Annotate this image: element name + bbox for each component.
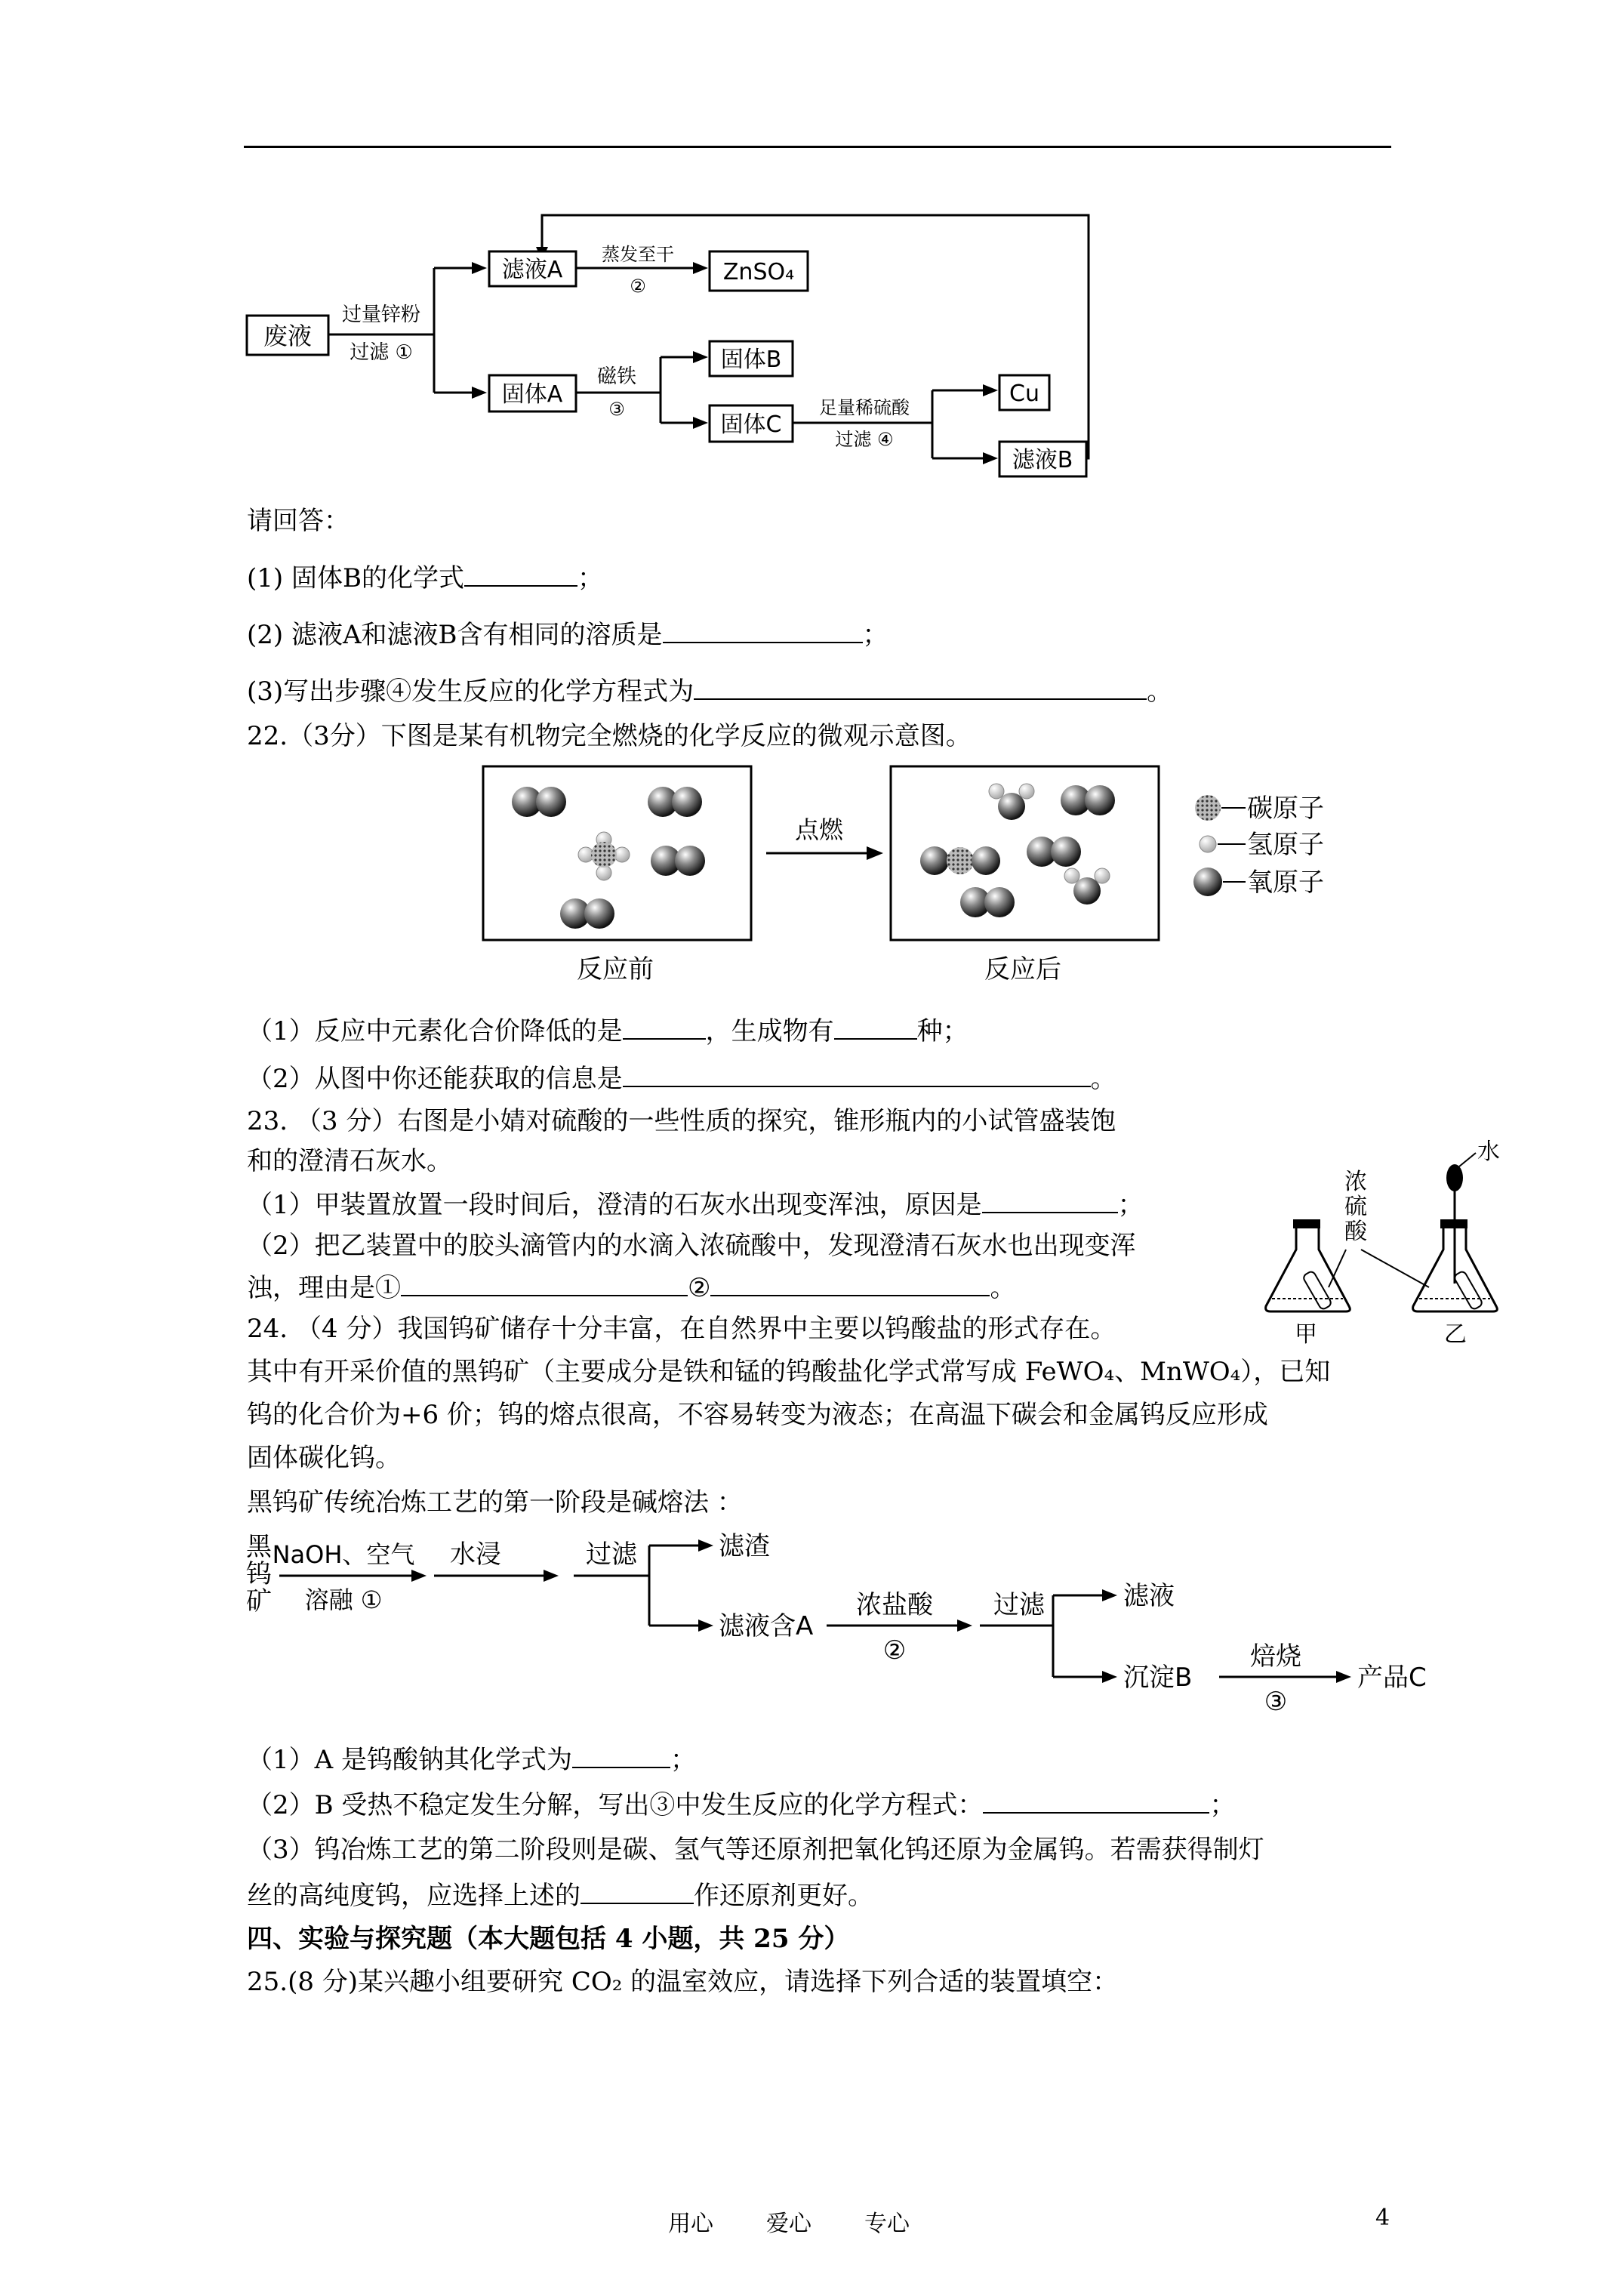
oxygen-molecule: [560, 898, 614, 929]
ore-label-char: 矿: [246, 1586, 272, 1616]
acid-label-char: 浓: [1344, 1169, 1367, 1195]
legend-carbon: [1195, 794, 1324, 824]
q24-line3: 钨的化合价为+6 价；钨的熔点很高，不容易转变为液态；在高温下碳会和金属钨反应形成: [247, 1400, 1268, 1430]
solid-c-label: 固体C: [720, 411, 782, 438]
oxygen-molecule: [1027, 837, 1081, 867]
svg-text:氢原子: 氢原子: [1247, 830, 1324, 860]
q22-stem: 22.（3分）下图是某有机物完全燃烧的化学反应的微观示意图。: [247, 721, 972, 751]
jia-label: 甲: [1295, 1321, 1317, 1348]
q25-stem: 25.(8 分)某兴趣小组要研究 CO₂ 的温室效应，请选择下列合适的装置填空：: [247, 1967, 1119, 1997]
step3-label: ③: [1264, 1687, 1288, 1717]
page-number: 4: [1375, 2205, 1390, 2231]
step3-label: ③: [608, 399, 625, 420]
water-molecule: [1064, 868, 1110, 905]
carbon-dioxide-molecule: [920, 846, 1000, 875]
q21-part3: (3)写出步骤④发生反应的化学方程式为 。: [247, 676, 1173, 707]
copper-label: Cu: [1009, 381, 1039, 407]
oxygen-molecule: [512, 787, 566, 817]
roast-label: 焙烧: [1250, 1641, 1301, 1672]
answer-blank[interactable]: [623, 1063, 1091, 1087]
q22-part1: （1）反应中元素化合价降低的是 ，生成物有 种；: [247, 1016, 969, 1046]
q22-part2: （2）从图中你还能获取的信息是 。: [247, 1064, 1116, 1094]
q24-line5: 黑钨矿传统冶炼工艺的第一阶段是碱熔法 ：: [247, 1487, 743, 1518]
answer-blank[interactable]: [401, 1272, 688, 1296]
answer-blank[interactable]: [834, 1015, 917, 1040]
step1-filter-label: 过滤 ①: [350, 341, 413, 364]
legend-hydrogen: [1200, 830, 1324, 860]
section-4-heading: 四、实验与探究题（本大题包括 4 小题，共 25 分）: [247, 1924, 850, 1954]
q23-part2-line1: （2）把乙装置中的胶头滴管内的水滴入浓硫酸中，发现澄清石灰水也出现变浑: [247, 1231, 1136, 1261]
yi-label: 乙: [1444, 1321, 1467, 1348]
q24-line4: 固体碳化钨。: [247, 1443, 401, 1473]
water-molecule: [989, 784, 1034, 820]
acid-label-char: 酸: [1344, 1219, 1367, 1245]
znso4-label: ZnSO₄: [722, 259, 795, 285]
solid-a-label: 固体A: [501, 381, 563, 408]
methane-molecule: [578, 832, 630, 880]
q24-line2: 其中有开采价值的黑钨矿（主要成分是铁和锰的钨酸盐化学式常写成 FeWO₄、MnWO₄），已知: [247, 1357, 1331, 1387]
q24-part2: （2）B 受热不稳定发生分解，写出③中发生反应的化学方程式： ；: [247, 1790, 1236, 1820]
q24-part1: （1）A 是钨酸钠其化学式为 ；: [247, 1745, 696, 1775]
water-leach-label: 水浸: [450, 1539, 501, 1570]
waste-liquid-label: 废液: [263, 322, 313, 350]
flask-yi: [1413, 1153, 1498, 1311]
footer-motto: 用心 爱心 专心: [668, 2211, 910, 2237]
q24-part3-line2: 丝的高纯度钨，应选择上述的 作还原剂更好。: [247, 1881, 873, 1911]
answer-blank[interactable]: [982, 1189, 1118, 1213]
q24-line1: 24. （4 分）我国钨矿储存十分丰富，在自然界中主要以钨酸盐的形式存在。: [247, 1314, 1116, 1344]
ore-label-char: 钨: [246, 1559, 272, 1589]
oxygen-molecule: [648, 787, 702, 817]
q23-line1: 23. （3 分）右图是小婧对硫酸的一些性质的探究，锥形瓶内的小试管盛装饱: [247, 1106, 1116, 1136]
solid-b-label: 固体B: [720, 347, 782, 373]
filter-label: 过滤: [586, 1539, 637, 1570]
filtrate-label: 滤液: [1123, 1581, 1175, 1611]
dilute-acid-label: 足量稀硫酸: [819, 397, 910, 418]
q24-part3-line1: （3）钨冶炼工艺的第二阶段则是碳、氢气等还原剂把氧化钨还原为金属钨。若需获得制灯: [247, 1835, 1264, 1865]
residue-label: 滤渣: [719, 1531, 770, 1561]
answer-blank[interactable]: [710, 1272, 990, 1296]
filter-label: 过滤: [993, 1590, 1045, 1620]
flask-jia: [1266, 1219, 1350, 1311]
magnet-label: 磁铁: [596, 365, 637, 388]
filtrate-b-label: 滤液B: [1012, 447, 1073, 473]
filtrate-a-label: 滤液A: [501, 257, 563, 283]
water-label: 水: [1477, 1139, 1500, 1165]
precipitate-b-label: 沉淀B: [1123, 1663, 1193, 1693]
answer-blank[interactable]: [663, 619, 863, 643]
answer-blank[interactable]: [464, 562, 577, 587]
oxygen-molecule: [1061, 785, 1115, 815]
q21-part1: (1) 固体B的化学式 ；: [247, 563, 603, 593]
filtrate-a-label: 滤液含A: [719, 1611, 814, 1641]
answer-blank[interactable]: [983, 1789, 1209, 1814]
answer-blank[interactable]: [623, 1015, 706, 1040]
flask-apparatus-diagram: [1257, 1136, 1506, 1348]
legend-oxygen: [1193, 868, 1324, 898]
step2-label: ②: [630, 276, 646, 297]
combustion-molecule-diagram: [476, 763, 1381, 989]
answer-blank[interactable]: [581, 1880, 694, 1904]
conc-hcl-label: 浓盐酸: [856, 1590, 933, 1620]
evaporate-label: 蒸发至干: [602, 244, 674, 265]
answer-blank[interactable]: [572, 1744, 670, 1768]
zinc-recovery-flow-diagram: [242, 208, 1178, 479]
q21-part2: (2) 滤液A和滤液B含有相同的溶质是 ；: [247, 620, 888, 650]
product-c-label: 产品C: [1357, 1663, 1427, 1693]
q23-line2: 和的澄清石灰水。: [247, 1146, 452, 1176]
q23-part2-line2: 浊，理由是① ② 。: [247, 1273, 1016, 1303]
naoh-air-label: NaOH、空气: [272, 1540, 415, 1569]
q23-part1: （1）甲装置放置一段时间后，澄清的石灰水出现变浑浊，原因是 ；: [247, 1190, 1144, 1220]
svg-text:碳原子: 碳原子: [1247, 794, 1324, 824]
q21-prompt: 请回答：: [247, 506, 350, 536]
after-reaction-label: 反应后: [984, 954, 1061, 985]
ignite-label: 点燃: [794, 815, 844, 844]
acid-label-char: 硫: [1344, 1194, 1367, 1220]
melt-step-label: 溶融 ①: [304, 1586, 383, 1614]
step4-label: 过滤 ④: [835, 429, 894, 450]
header-rule: [244, 146, 1391, 148]
tungsten-smelting-flow-diagram: [242, 1529, 1427, 1725]
oxygen-molecule: [960, 887, 1015, 917]
oxygen-molecule: [651, 846, 705, 876]
step2-label: ②: [882, 1635, 907, 1666]
ore-label-char: 黑: [246, 1532, 272, 1562]
step1-reagent-label: 过量锌粉: [341, 304, 421, 326]
answer-blank[interactable]: [694, 676, 1147, 700]
before-reaction-label: 反应前: [577, 954, 654, 985]
svg-text:氧原子: 氧原子: [1247, 868, 1324, 898]
